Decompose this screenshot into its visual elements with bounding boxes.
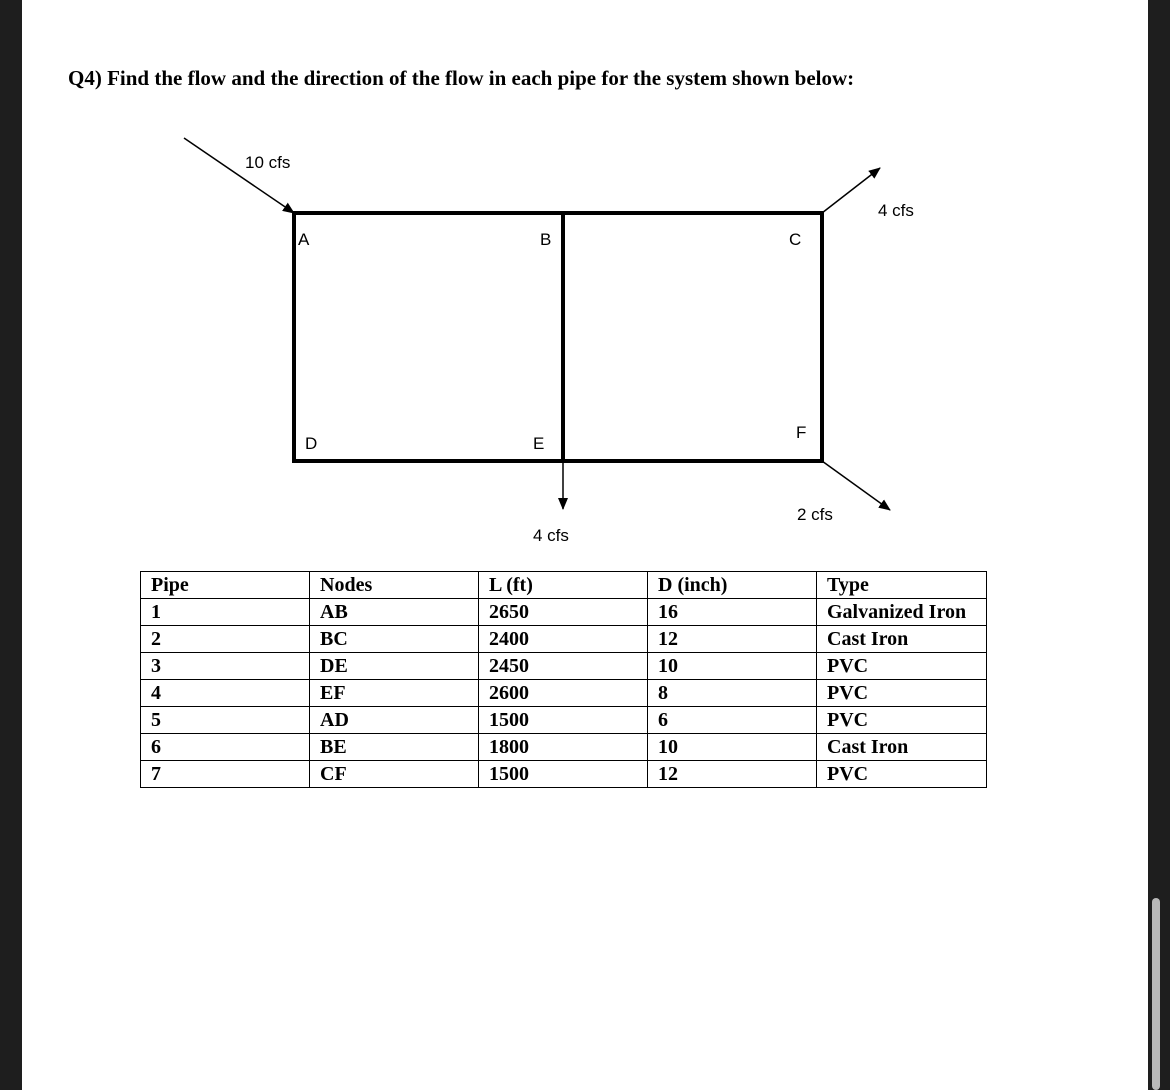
cell-length: 1500	[479, 761, 648, 788]
header-type: Type	[817, 572, 987, 599]
outflow-arrow-C	[822, 168, 880, 213]
header-diameter: D (inch)	[648, 572, 817, 599]
cell-pipe: 1	[141, 599, 310, 626]
cell-pipe: 7	[141, 761, 310, 788]
cell-diameter: 8	[648, 680, 817, 707]
node-label-F: F	[796, 423, 807, 442]
cell-nodes: AD	[310, 707, 479, 734]
cell-length: 1500	[479, 707, 648, 734]
header-length: L (ft)	[479, 572, 648, 599]
table-row	[141, 680, 987, 707]
cell-length: 2450	[479, 653, 648, 680]
cell-type: PVC	[817, 653, 987, 680]
vertical-scrollbar[interactable]	[1152, 898, 1160, 1090]
table-header-row	[141, 572, 987, 599]
cell-diameter: 6	[648, 707, 817, 734]
cell-nodes: DE	[310, 653, 479, 680]
cell-nodes: AB	[310, 599, 479, 626]
cell-type: PVC	[817, 680, 987, 707]
node-label-E: E	[533, 434, 545, 453]
outflow-arrow-F	[822, 461, 890, 510]
cell-diameter: 10	[648, 653, 817, 680]
table-row	[141, 761, 987, 788]
cell-pipe: 2	[141, 626, 310, 653]
cell-type: Cast Iron	[817, 626, 987, 653]
cell-type: PVC	[817, 761, 987, 788]
cell-pipe: 3	[141, 653, 310, 680]
cell-length: 2600	[479, 680, 648, 707]
cell-pipe: 4	[141, 680, 310, 707]
node-label-D: D	[305, 434, 318, 453]
table-row	[141, 707, 987, 734]
cell-length: 1800	[479, 734, 648, 761]
cell-length: 2400	[479, 626, 648, 653]
pipe-properties-table	[140, 571, 987, 788]
cell-diameter: 12	[648, 761, 817, 788]
flow-label-inflow-A: 10 cfs	[245, 153, 291, 172]
cell-diameter: 12	[648, 626, 817, 653]
cell-length: 2650	[479, 599, 648, 626]
node-label-C: C	[789, 230, 802, 249]
cell-type: Cast Iron	[817, 734, 987, 761]
node-label-A: A	[298, 230, 310, 249]
cell-nodes: BE	[310, 734, 479, 761]
node-label-B: B	[540, 230, 552, 249]
table-row	[141, 626, 987, 653]
table-row	[141, 734, 987, 761]
table-row	[141, 599, 987, 626]
cell-nodes: CF	[310, 761, 479, 788]
flow-label-outflow-C: 4 cfs	[878, 201, 914, 220]
question-text: Q4) Find the flow and the direction of the flow in each pipe for the system shown below:	[68, 66, 855, 90]
cell-nodes: BC	[310, 626, 479, 653]
flow-label-outflow-E: 4 cfs	[533, 526, 569, 545]
cell-type: PVC	[817, 707, 987, 734]
header-pipe: Pipe	[141, 572, 310, 599]
cell-pipe: 5	[141, 707, 310, 734]
cell-type: Galvanized Iron	[817, 599, 987, 626]
cell-diameter: 16	[648, 599, 817, 626]
cell-diameter: 10	[648, 734, 817, 761]
flow-label-outflow-F: 2 cfs	[797, 505, 833, 524]
table-row	[141, 653, 987, 680]
header-nodes: Nodes	[310, 572, 479, 599]
network-outer-loop	[294, 213, 822, 461]
cell-pipe: 6	[141, 734, 310, 761]
cell-nodes: EF	[310, 680, 479, 707]
inflow-arrow-A	[184, 138, 294, 213]
